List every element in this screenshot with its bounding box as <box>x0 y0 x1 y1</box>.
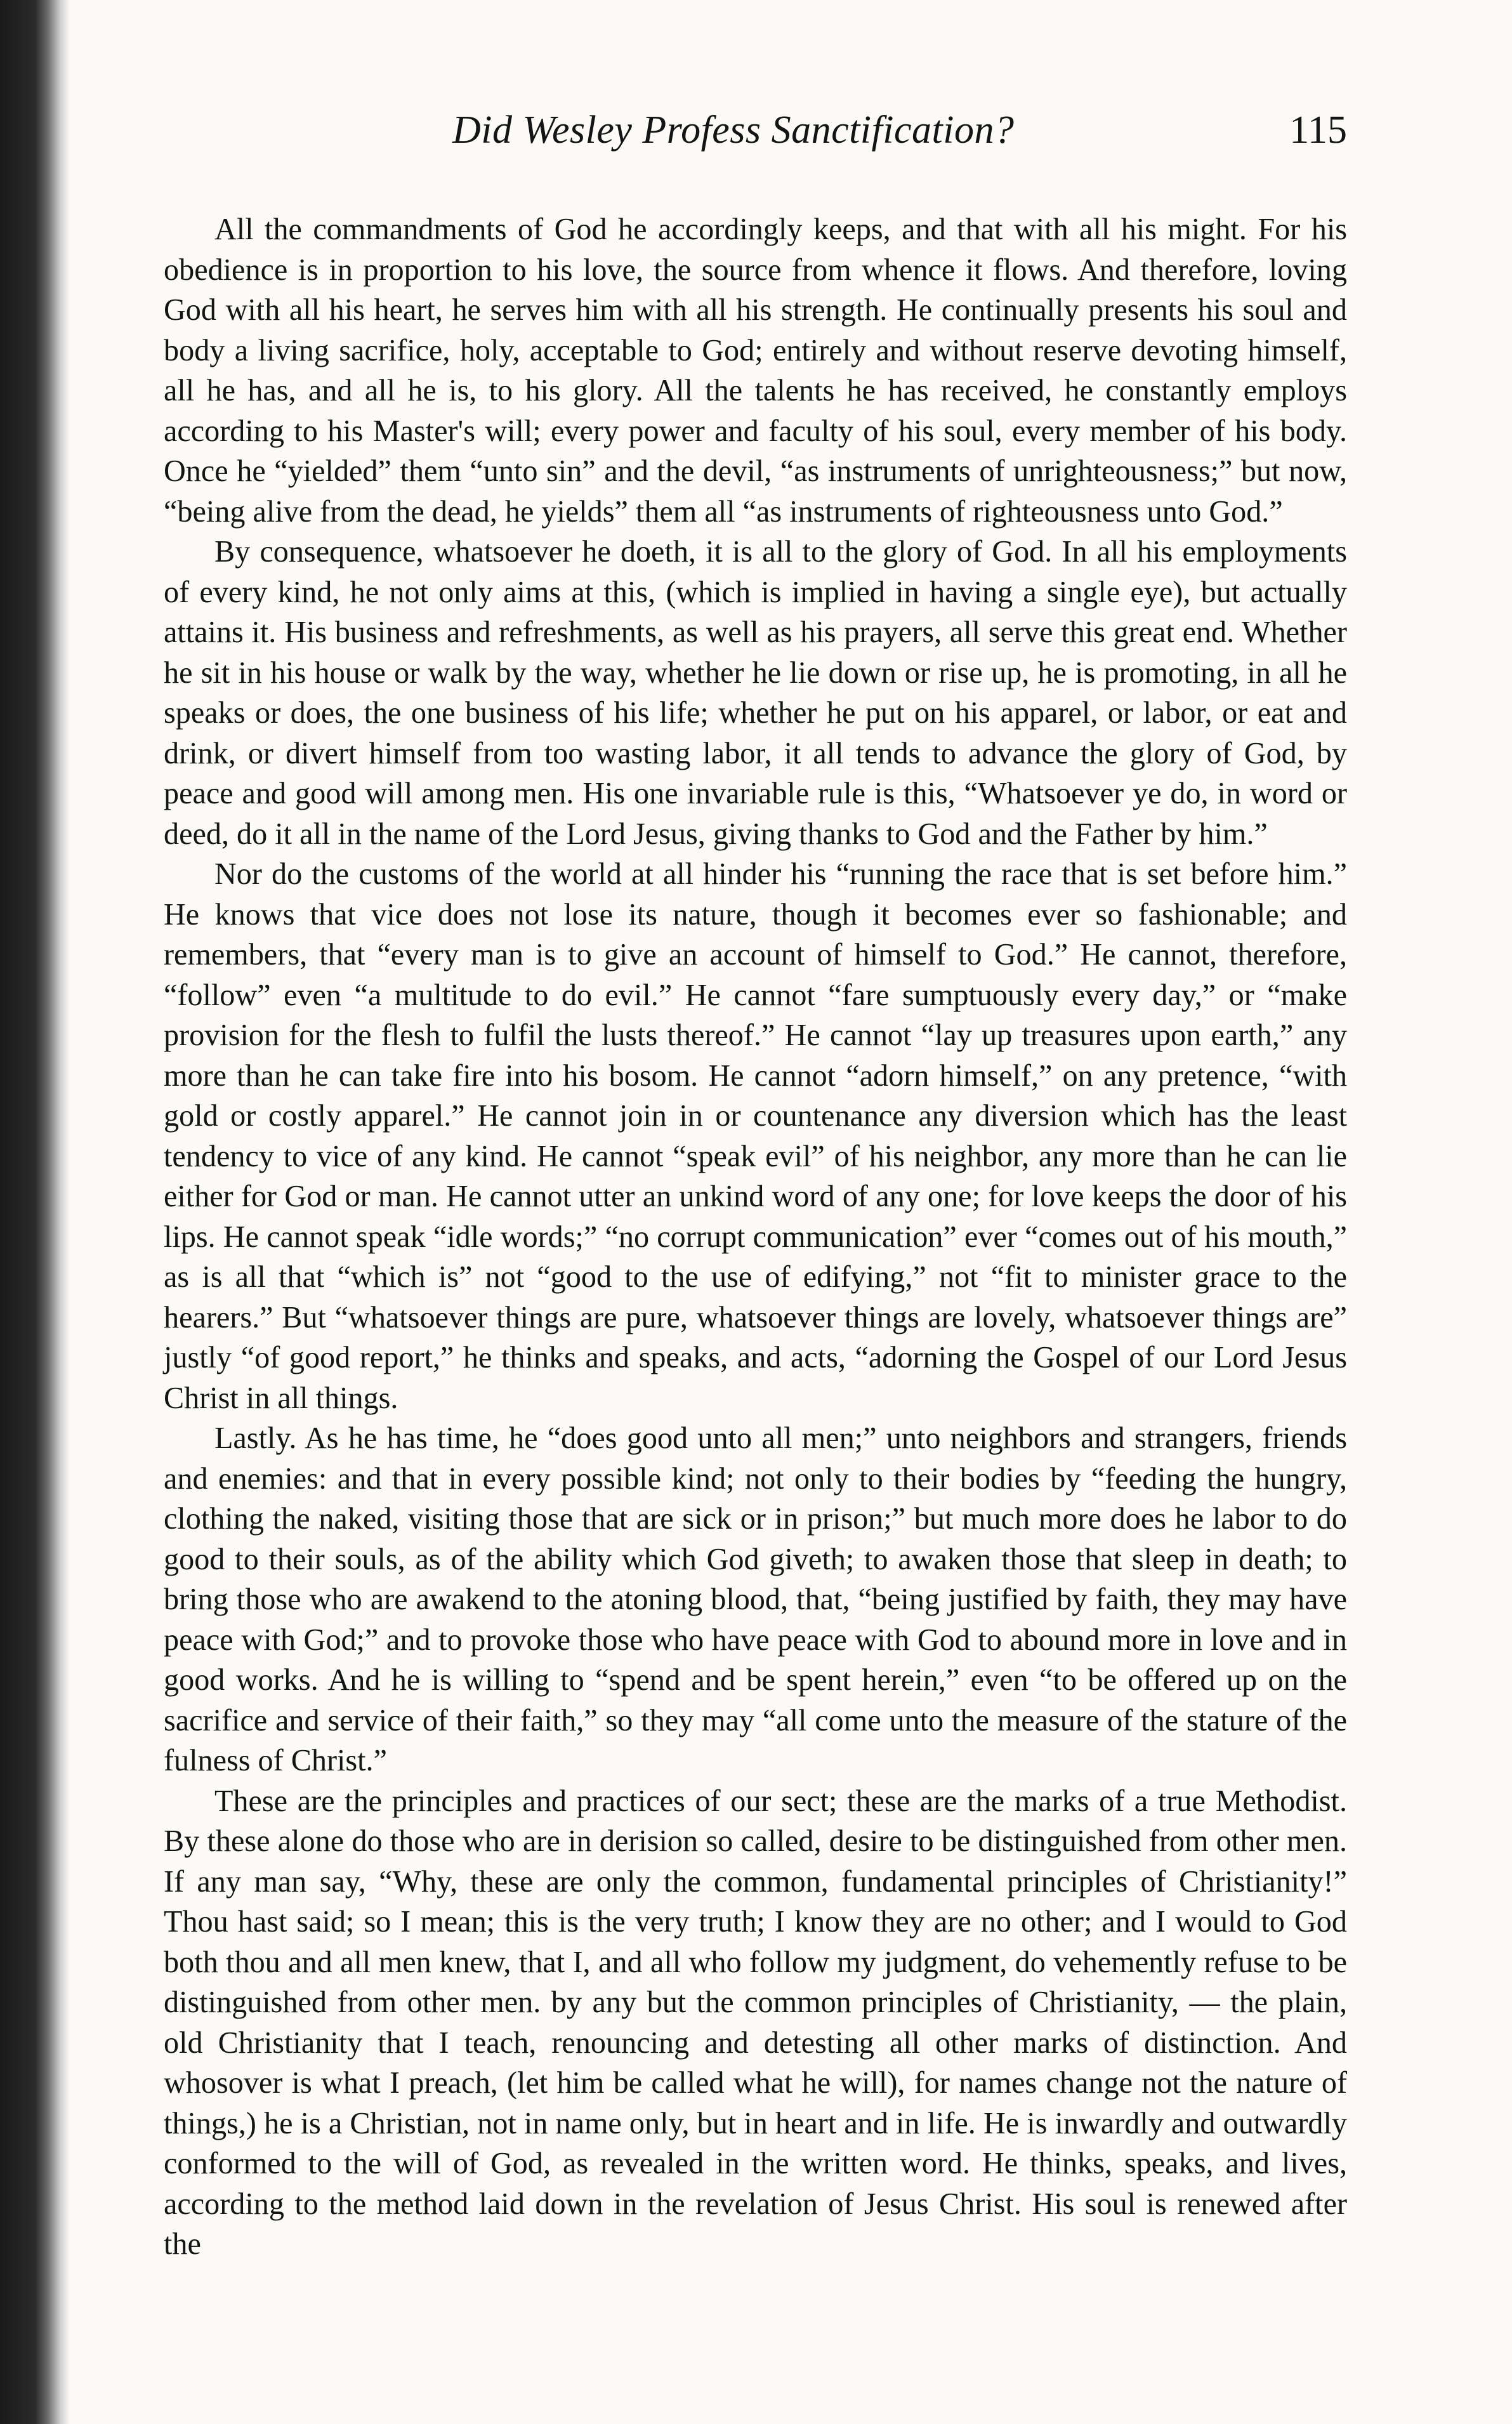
paragraph-consequence: By consequence, whatsoever he doeth, it is all to the glory of God. In all his employments of every kind, he not only aims at this, (which is implied in having a single eye), but actually attains it. His business and refreshments, as well as his prayers, all serve this great end. Whether he sit in his house or walk by the way, whether he lie down or rise up, he is promoting, in all he speaks or does, the one business of his life; whether he put on his apparel, or labor, or eat and drink, or divert himself from too wasting labor, it all tends to advance the glory of God, by peace and good will among men. His one invariable rule is this, “Whatsoever ye do, in word or deed, do it all in the name of the Lord Jesus, giving thanks to God and the Father by him.” <box>164 535 1347 851</box>
body-text <box>164 209 1347 2265</box>
binding-edge <box>0 0 70 2424</box>
running-title: Did Wesley Profess Sanctification? <box>452 109 1015 152</box>
paragraph-commandments: All the commandments of God he accordingly keeps, and that with all his might. For his obedience is in proportion to his love, the source from whence it flows. And therefore, loving God with all his heart, he serves him with all his strength. He continually presents his soul and body a living sacrifice, holy, acceptable to God; entirely and without reserve devoting himself, all he has, and all he is, to his glory. All the talents he has received, he constantly employs according to his Master's will; every power and faculty of his soul, every member of his body. Once he “yielded” them “unto sin” and the devil, “as instruments of unrighteousness;” but now, “being alive from the dead, he yields” them all “as instruments of righteousness unto God.” <box>164 213 1347 529</box>
paragraph-principles: These are the principles and practices of our sect; these are the marks of a true Methodist. By these alone do those who are in derision so called, desire to be distinguished from other men. If any man say, “Why, these are only the common, fundamental principles of Christianity!” Thou hast said; so I mean; this is the very truth; I know they are no other; and I would to God both thou and all men knew, that I, and all who follow my judgment, do vehemently refuse to be distinguished from other men. by any but the common principles of Christianity, — the plain, old Christianity that I teach, renouncing and detesting all other marks of distinction. And whosover is what I preach, (let him be called what he will), for names change not the nature of things,) he is a Christian, not in name only, but in heart and in life. He is inwardly and outwardly conformed to the will of God, as revealed in the written word. He thinks, speaks, and lives, according to the method laid down in the revelation of Jesus Christ. His soul is renewed after the <box>164 1784 1347 2261</box>
running-head <box>164 108 1347 178</box>
paragraph-customs: Nor do the customs of the world at all hinder his “running the race that is set before him.” He knows that vice does not lose its nature, though it becomes ever so fashionable; and remembers, that “every man is to give an account of himself to God.” He cannot, therefore, “follow” even “a multitude to do evil.” He cannot “fare sumptuously every day,” or “make provision for the flesh to fulfil the lusts thereof.” He cannot “lay up treasures upon earth,” any more than he can take fire into his bosom. He cannot “adorn himself,” on any pretence, “with gold or costly apparel.” He cannot join in or countenance any diversion which has the least tendency to vice of any kind. He cannot “speak evil” of his neighbor, any more than he can lie either for God or man. He cannot utter an unkind word of any one; for love keeps the door of his lips. He cannot speak “idle words;” “no corrupt communication” ever “comes out of his mouth,” as is all that “which is” not “good to the use of edifying,” not “fit to minister grace to the hearers.” But “whatsoever things are pure, whatsoever things are lovely, whatsoever things are” justly “of good report,” he thinks and speaks, and acts, “adorning the Gospel of our Lord Jesus Christ in all things. <box>164 857 1347 1415</box>
book-page <box>164 108 1347 2265</box>
paragraph-lastly: Lastly. As he has time, he “does good unto all men;” unto neighbors and strangers, friends and enemies: and that in every possible kind; not only to their bodies by “feeding the hungry, clothing the naked, visiting those that are sick or in prison;” but much more does he labor to do good to their souls, as of the ability which God giveth; to awaken those that sleep in death; to bring those who are awakend to the atoning blood, that, “being justified by faith, they may have peace with God;” and to provoke those who have peace with God to abound more in love and in good works. And he is willing to “spend and be spent herein,” even “to be offered up on the sacrifice and service of their faith,” so they may “all come unto the measure of the stature of the fulness of Christ.” <box>164 1421 1347 1777</box>
page-number: 115 <box>1289 109 1347 152</box>
